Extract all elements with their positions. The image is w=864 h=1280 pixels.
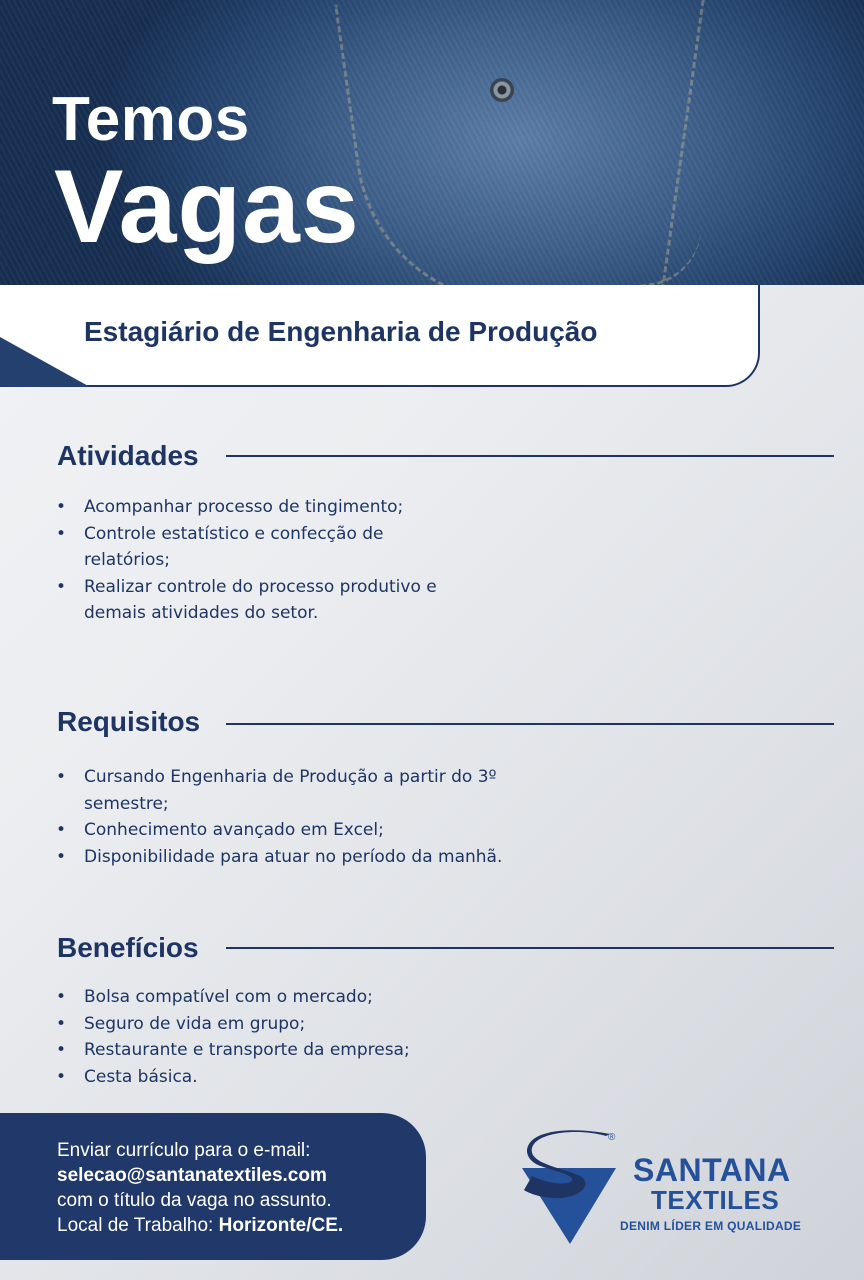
list-item: • Conhecimento avançado em Excel;	[56, 817, 518, 844]
section-title-beneficios: Benefícios	[57, 932, 199, 963]
section-title-atividades: Atividades	[57, 440, 199, 471]
list-item: • Disponibilidade para atuar no período da manhã.	[56, 844, 518, 871]
list-item: • Controle estatístico e confecção de relatórios;	[56, 521, 456, 574]
registered-mark: ®	[608, 1132, 616, 1143]
list-item: • Realizar controle do processo produtivo e demais atividades do setor.	[56, 574, 456, 627]
santana-logo-icon	[518, 1128, 620, 1246]
hero-title-vagas: Vagas	[54, 149, 360, 265]
list-item: • Restaurante e transporte da empresa;	[56, 1037, 516, 1064]
bullet-icon: •	[56, 846, 67, 867]
section-divider-requisitos	[226, 723, 834, 725]
bullet-icon: •	[56, 523, 67, 544]
list-item: • Cesta básica.	[56, 1064, 516, 1091]
bullet-icon: •	[56, 1066, 67, 1087]
list-beneficios	[56, 984, 516, 1090]
bullet-icon: •	[56, 576, 67, 597]
brand-name-textiles: TEXTILES	[651, 1185, 780, 1215]
bullet-icon: •	[56, 767, 67, 787]
list-item: • Seguro de vida em grupo;	[56, 1011, 516, 1038]
brand-name-santana: SANTANA	[633, 1152, 791, 1188]
hero-denim-banner	[0, 0, 864, 285]
section-divider-atividades	[226, 455, 834, 457]
hero-title-temos: Temos	[52, 85, 250, 154]
list-atividades	[56, 494, 456, 627]
contact-instruction: Enviar currículo para o e-mail:	[57, 1140, 311, 1161]
list-item: • Cursando Engenharia de Produção a partir do 3º semestre;	[56, 764, 518, 817]
job-title: Estagiário de Engenharia de Produção	[84, 316, 598, 347]
list-item: • Acompanhar processo de tingimento;	[56, 494, 456, 521]
contact-location: Local de Trabalho: Horizonte/CE.	[57, 1215, 344, 1236]
band-corner-triangle	[0, 337, 90, 387]
contact-subject-note: com o título da vaga no assunto.	[57, 1190, 332, 1211]
contact-email[interactable]: selecao@santanatextiles.com	[57, 1165, 327, 1186]
list-requisitos	[56, 764, 518, 870]
bullet-icon: •	[56, 987, 67, 1007]
bullet-icon: •	[56, 820, 67, 840]
section-divider-beneficios	[226, 947, 834, 949]
bullet-icon: •	[56, 1040, 67, 1060]
bullet-icon: •	[56, 497, 67, 517]
list-item: • Bolsa compatível com o mercado;	[56, 984, 516, 1011]
bullet-icon: •	[56, 1013, 67, 1034]
section-title-requisitos: Requisitos	[57, 706, 201, 737]
rivet-icon	[490, 78, 514, 102]
brand-tagline: DENIM LÍDER EM QUALIDADE	[620, 1219, 802, 1233]
